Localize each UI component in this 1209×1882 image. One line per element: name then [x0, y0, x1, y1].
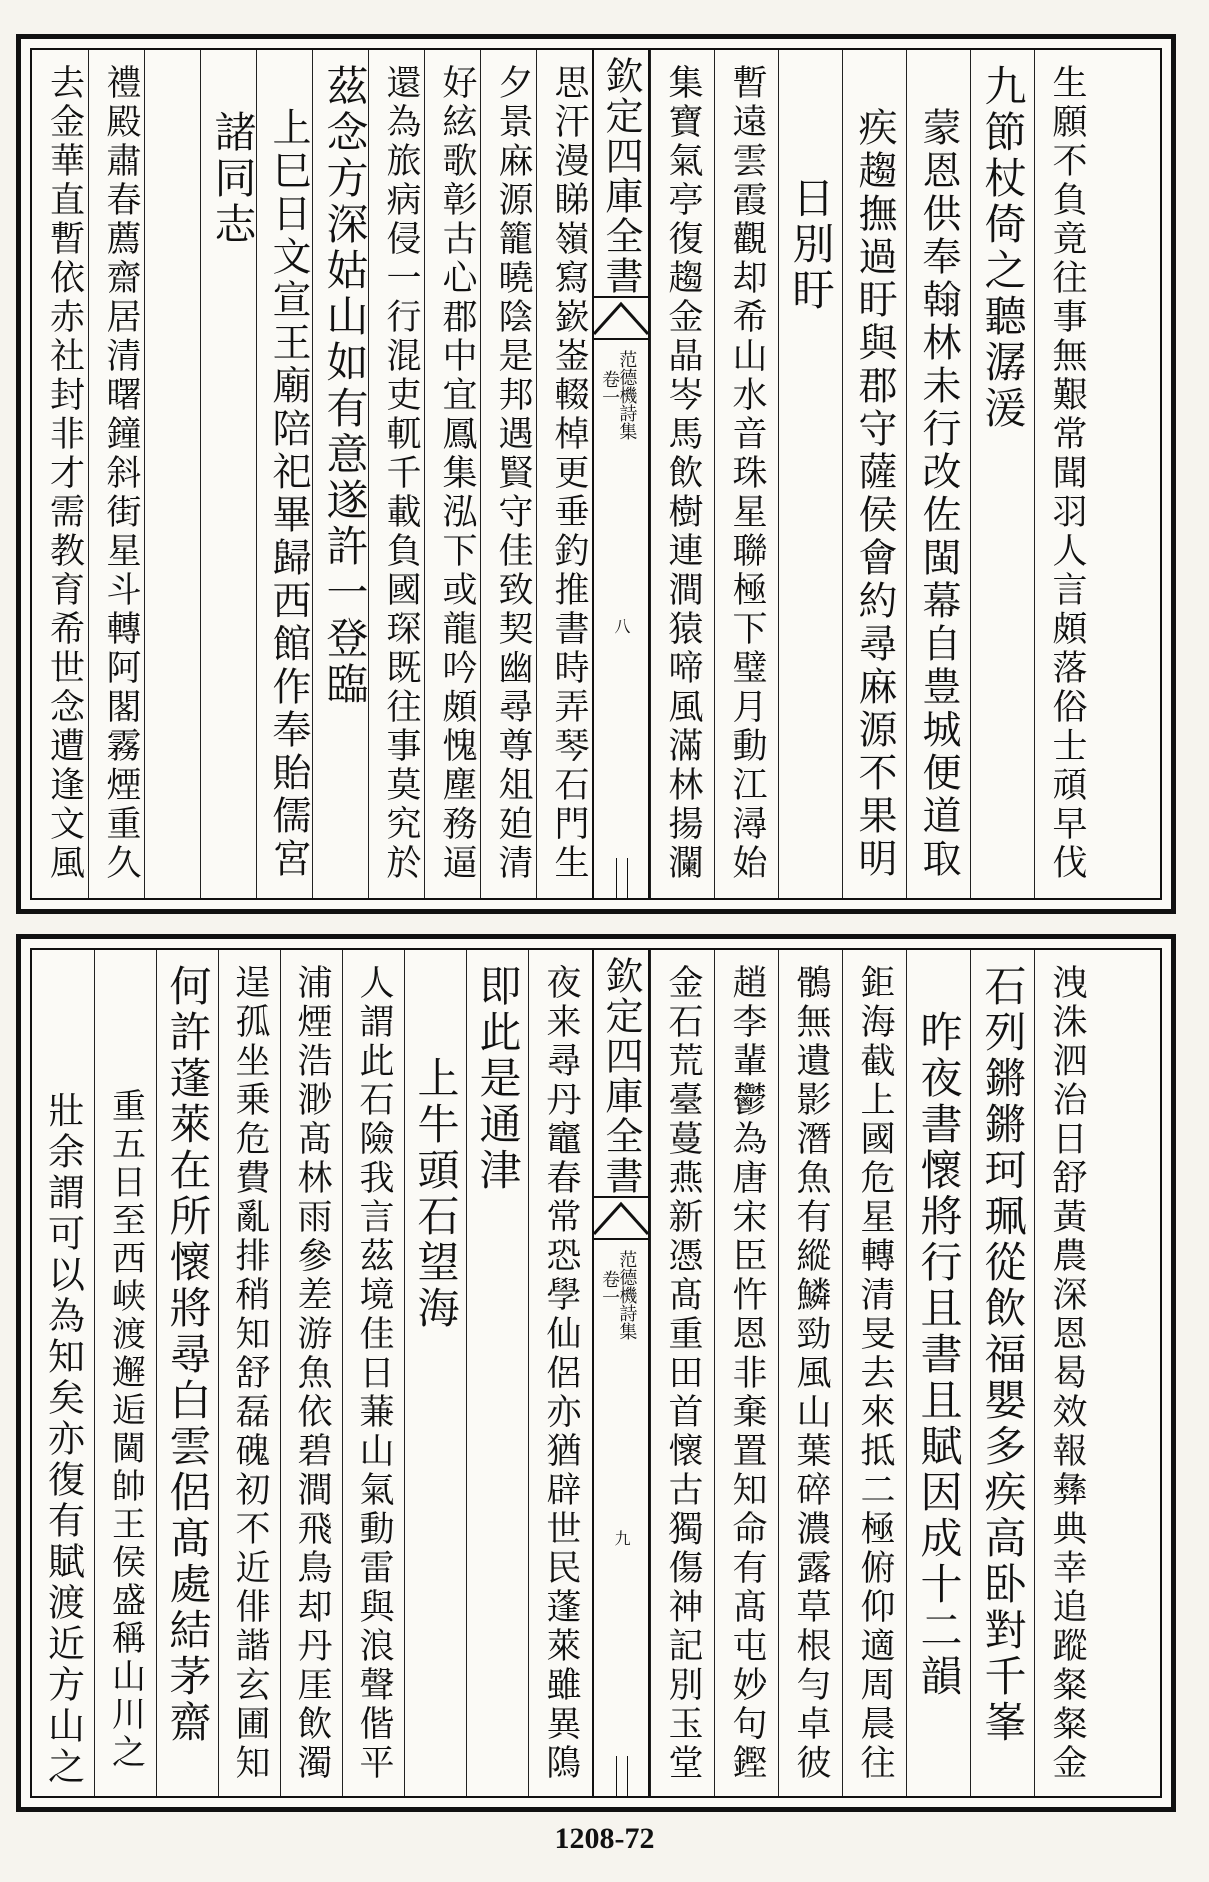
column-text: 日別盱	[786, 130, 836, 314]
column	[842, 50, 906, 898]
column-text: 鉅海截上國危星轉清旻去來抵二極俯仰適周晨往	[855, 964, 895, 1783]
column	[480, 50, 544, 898]
column	[88, 50, 152, 898]
column-text: 何許蓬萊在所懷將尋白雲侶髙處結茅齋	[163, 964, 213, 1746]
book-title: 范德機詩集	[616, 1250, 638, 1340]
column	[342, 950, 404, 1796]
column	[970, 50, 1034, 898]
column-text: 石列鏘鏘珂珮從飲福嬰多疾高卧對千峯	[978, 964, 1028, 1746]
column-text: 鶻無遺影潛魚有縱鱗勁風山葉碎濃露草根勻卓彼	[791, 964, 831, 1783]
column-text: 夜来尋丹竈春常恐學仙侶亦猶辟世民蓬萊雖異隝	[541, 964, 581, 1783]
column-text: 壯余謂可以為知矣亦復有賦渡近方山之	[41, 1050, 85, 1788]
column-text: 上牛頭石望海	[411, 1010, 461, 1332]
column-text: 還為旅病侵一行混吏軏千載負國琛既往事莫究於	[381, 64, 421, 883]
column-text: 生願不負竟往事無艱常聞羽人言頗落俗士頑早伐	[1047, 64, 1087, 883]
column	[32, 50, 96, 898]
column	[714, 950, 778, 1796]
collection-title: 欽定四庫全書	[599, 956, 643, 1196]
column	[156, 950, 218, 1796]
column	[256, 50, 320, 898]
top-page-frame	[30, 48, 1162, 900]
column	[404, 950, 466, 1796]
top-page	[16, 34, 1176, 914]
column	[312, 50, 376, 898]
column-text: 集寶氣亭復趨金晶岑馬飲樹連澗猿啼風滿林揚瀾	[663, 64, 703, 883]
column-text: 好絃歌彰古心郡中宜鳳集泓下或龍吟頗愧塵務逼	[437, 64, 477, 883]
column	[778, 50, 842, 898]
column-text: 金石荒臺蔓燕新憑髙重田首懷古獨傷神記別玉堂	[663, 964, 703, 1783]
column	[368, 50, 432, 898]
column	[714, 50, 778, 898]
center-rule	[616, 1756, 628, 1796]
book-title: 范德機詩集	[616, 350, 638, 440]
column	[528, 950, 592, 1796]
column-text: 即此是通津	[473, 964, 523, 1194]
column	[424, 50, 488, 898]
bottom-page	[16, 934, 1176, 1812]
column	[536, 50, 600, 898]
bottom-page-frame	[30, 948, 1162, 1798]
column	[94, 950, 156, 1796]
fish-tail-mark	[594, 296, 648, 340]
column-text: 昨夜書懷將行且書且賦因成十二韻	[914, 964, 964, 1700]
page-number: 九	[612, 1530, 631, 1546]
column	[280, 950, 342, 1796]
column	[650, 50, 714, 898]
column	[200, 50, 264, 898]
column-text: 洩洙泗治日舒黃農深恩曷效報彝典幸追蹤粲粲金	[1047, 964, 1087, 1783]
column-text: 諸同志	[208, 64, 258, 248]
column-text: 浦煙浩渺髙林雨參差游魚依碧澗飛鳥却丹厓飲濁	[292, 964, 332, 1783]
column-text: 蒙恩供奉翰林未行改佐閩幕自豊城便道取	[916, 64, 961, 881]
column	[906, 950, 970, 1796]
column	[778, 950, 842, 1796]
juan-label: 卷一	[599, 1270, 621, 1306]
column-text: 上巳日文宣王廟陪祀畢歸西館作奉貽儒宮	[266, 64, 311, 881]
column	[1034, 950, 1098, 1796]
column-text: 去金華直暫依赤社封非才需教育希世念遭逢文風	[44, 64, 85, 883]
column-text: 禮殿肅春薦齋居清曙鐘斜街星斗轉阿閣霧煙重久	[101, 64, 141, 883]
column-text: 夕景麻源籠曉陰是邦遇賢守佳致契幽尋尊俎廹清	[493, 64, 533, 883]
collection-title: 欽定四庫全書	[599, 56, 643, 296]
column	[842, 950, 906, 1796]
column	[466, 950, 528, 1796]
column-text: 疾趨撫過盱與郡守薩侯會約尋麻源不果明	[852, 64, 897, 881]
juan-label: 卷一	[599, 370, 621, 406]
column	[144, 50, 208, 898]
page-code: 1208-72	[554, 1822, 655, 1855]
column	[32, 950, 94, 1796]
column-text: 趙李輩鬱為唐宋臣忤恩非棄置知命有髙屯妙句鏗	[727, 964, 767, 1783]
center-rule	[616, 858, 628, 898]
column-text: 茲念方深姑山如有意遂許一登臨	[320, 64, 370, 708]
fish-tail-mark	[594, 1196, 648, 1240]
column	[650, 950, 714, 1796]
column-text: 思汗漫睇嶺寫嶔崟輟棹更垂釣推書時弄琴石門生	[549, 64, 589, 883]
center-column	[592, 950, 650, 1796]
column	[218, 950, 280, 1796]
column-text: 人謂此石險我言茲境佳日蒹山氣動雷與浪聲偕平	[354, 964, 394, 1783]
column-text: 九節杖倚之聽潺湲	[978, 64, 1028, 432]
column-text: 暫遠雲霞觀却希山水音珠星聯極下璧月動江潯始	[727, 64, 767, 883]
column	[1034, 50, 1098, 898]
column-text: 重五日至西峡渡邂逅閫帥王侯盛稱山川之	[105, 1050, 146, 1772]
column-text: 逞孤坐乗危費亂排稍知舒磊磈初不近俳諧玄圃知	[230, 964, 270, 1783]
center-column	[592, 50, 650, 898]
column	[970, 950, 1034, 1796]
page-number: 八	[612, 618, 631, 634]
column	[906, 50, 970, 898]
